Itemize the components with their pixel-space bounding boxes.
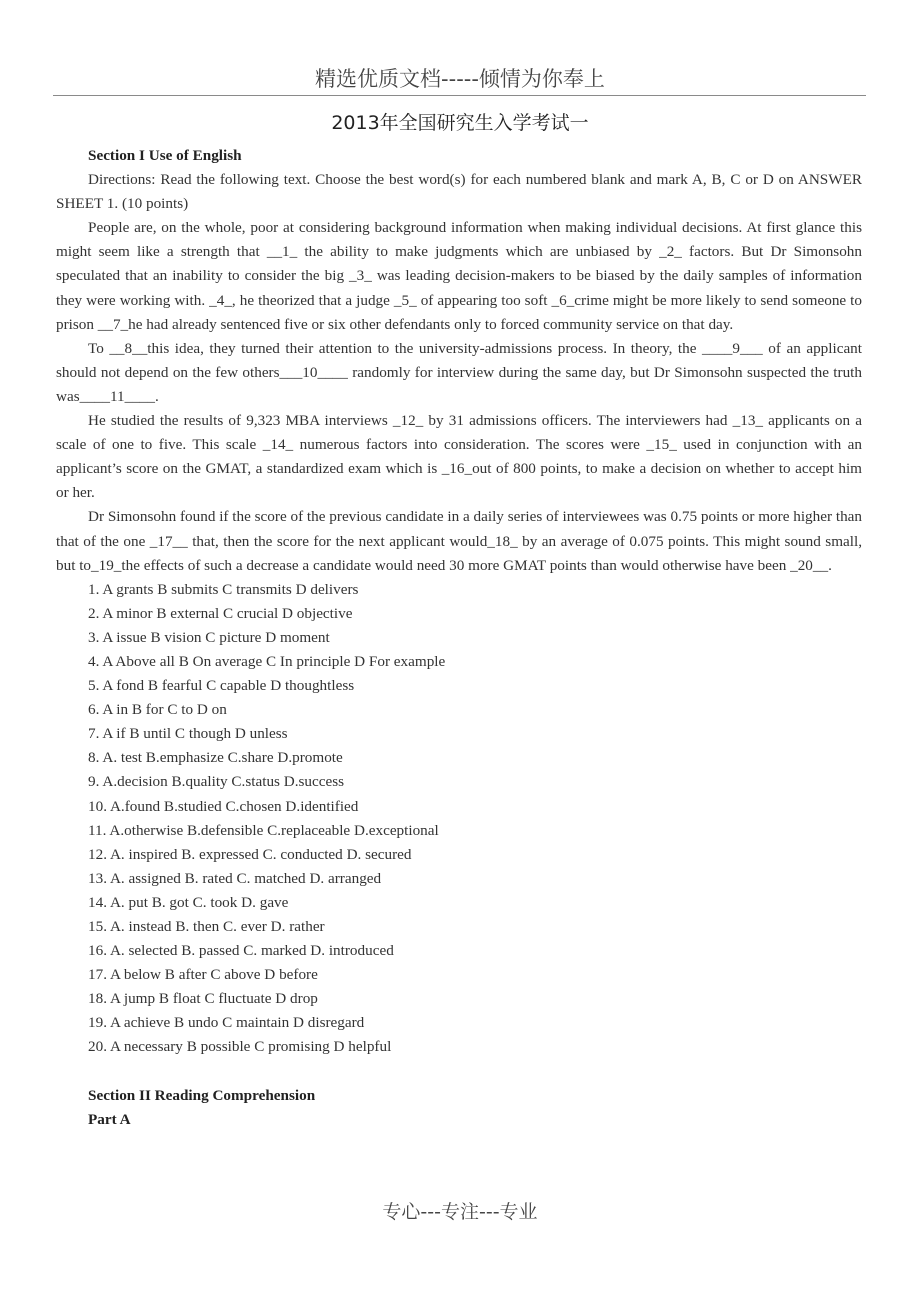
question-option: 7. A if B until C though D unless (88, 725, 288, 743)
page-header: 精选优质文档-----倾情为你奉上 (315, 67, 605, 91)
question-option: 5. A fond B fearful C capable D thoughtless (88, 677, 355, 695)
question-option: 15. A. instead B. then C. ever D. rather (88, 918, 325, 935)
blank-line (56, 1060, 862, 1084)
document-body (56, 144, 862, 1132)
question-option: 2. A minor B external C crucial D objective (88, 604, 353, 622)
page-footer: 专心---专注---专业 (382, 1201, 538, 1223)
question-option: 13. A. assigned B. rated C. matched D. arranged (88, 869, 382, 887)
question-option: 6. A in B for C to D on (88, 701, 227, 719)
question-option: 16. A. selected B. passed C. marked D. introduced (88, 942, 394, 960)
section-2-heading: Section II Reading Comprehension (88, 1086, 316, 1104)
passage-paragraph-3: He studied the results of 9,323 MBA interviews _12_ by 31 admissions officers. The interviewers had _13_ applicants on a scale of one to five. This scale _14_ numerous factors into consideration. The scores were _15_ used in conjunction with an applicant’s score on the GMAT, a standardized exam which is _16_out of 800 points, to make a decision on whether to accept him or her. (56, 412, 862, 502)
question-option: 20. A necessary B possible C promising D helpful (88, 1038, 392, 1056)
question-option: 8. A. test B.emphasize C.share D.promote (88, 749, 343, 767)
question-option: 4. A Above all B On average C In principle D For example (88, 652, 446, 670)
section-1-heading: Section I Use of English (88, 147, 242, 164)
question-option: 11. A.otherwise B.defensible C.replaceable D.exceptional (88, 821, 439, 839)
header-divider (53, 95, 866, 96)
directions-text: Directions: Read the following text. Choose the best word(s) for each numbered blank and mark A, B, C or D on ANSWER SHEET 1. (10 points) (56, 171, 862, 213)
question-option: 1. A grants B submits C transmits D delivers (88, 580, 359, 598)
passage-paragraph-4: Dr Simonsohn found if the score of the previous candidate in a daily series of interviewees was 0.75 points or more higher than that of the one _17__ that, then the score for the next applicant would_18_ by an average of 0.075 points. This might sound small, but to_19_the effects of such a decrease a candidate would need 30 more GMAT points than would otherwise have been _20__. (56, 508, 862, 574)
document-title: 2013年全国研究生入学考试一 (331, 112, 589, 134)
question-option: 9. A.decision B.quality C.status D.success (88, 773, 345, 791)
question-option: 12. A. inspired B. expressed C. conducted D. secured (88, 845, 412, 863)
part-a-heading: Part A (88, 1110, 131, 1128)
question-option: 17. A below B after C above D before (88, 966, 318, 984)
question-option: 18. A jump B float C fluctuate D drop (88, 990, 318, 1008)
passage-paragraph-2: To __8__this idea, they turned their attention to the university-admissions process. In theory, the ____9___ of an applicant should not depend on the few others___10____ randomly for interview during the same day, but Dr Simonsohn suspected the truth was____11____. (56, 339, 862, 405)
question-options-list (56, 578, 862, 1060)
question-option: 14. A. put B. got C. took D. gave (88, 893, 289, 911)
question-option: 10. A.found B.studied C.chosen D.identified (88, 797, 359, 815)
question-option: 3. A issue B vision C picture D moment (88, 628, 330, 646)
question-option: 19. A achieve B undo C maintain D disregard (88, 1014, 365, 1032)
passage-paragraph-1: People are, on the whole, poor at considering background information when making individual decisions. At first glance this might seem like a strength that __1_ the ability to make judgments which are unbiased by _2_ factors. But Dr Simonsohn speculated that an inability to consider the big _3_ was leading decision-makers to be biased by the daily samples of information they were working with. _4_, he theorized that a judge _5_ of appearing too soft _6_crime might be more likely to send someone to prison __7_he had already sentenced five or six other defendants only to forced community service on that day. (56, 219, 862, 333)
